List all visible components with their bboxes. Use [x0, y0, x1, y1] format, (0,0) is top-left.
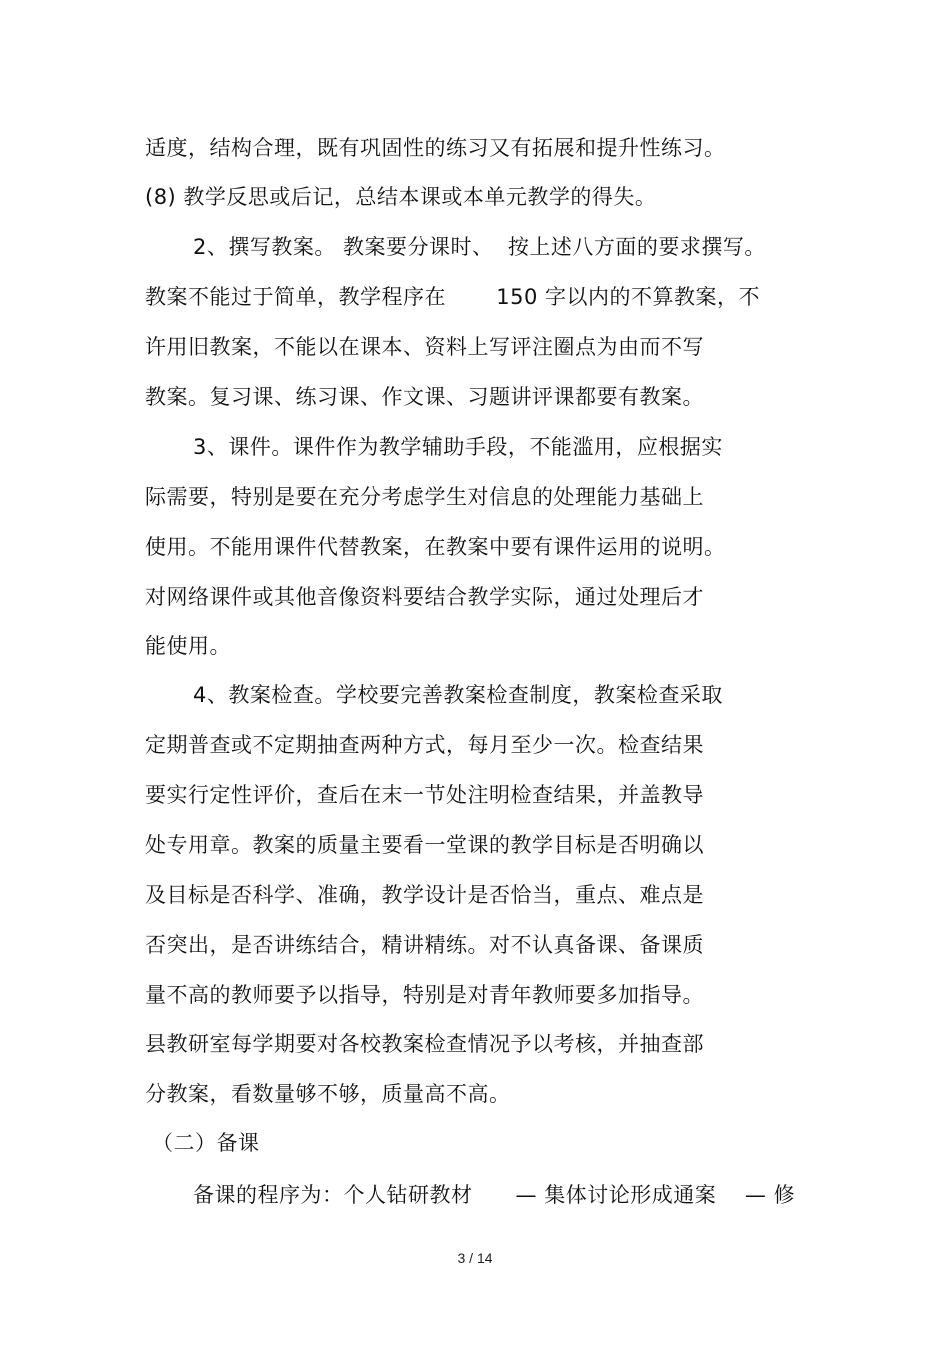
- text-line-12: 4、教案检查。学校要完善教案检查制度，教案检查采取: [193, 683, 723, 707]
- text-line-13: 定期普查或不定期抽查两种方式，每月至少一次。检查结果: [145, 733, 704, 757]
- text-line-5: 许用旧教案，不能以在课本、资料上写评注圈点为由而不写: [145, 335, 704, 359]
- text-line-3: 2、撰写教案。 教案要分课时、 按上述八方面的要求撰写。: [193, 235, 766, 259]
- text-line-9: 使用。不能用课件代替教案，在教案中要有课件运用的说明。: [145, 535, 726, 559]
- text-line-11: 能使用。: [145, 634, 231, 658]
- page-number: 3 / 14: [457, 1250, 493, 1266]
- text-line-17: 否突出，是否讲练结合，精讲精练。对不认真备课、备课质: [145, 933, 704, 957]
- text-line-14: 要实行定性评价，查后在末一节处注明检查结果，并盖教导: [145, 783, 704, 807]
- text-line-16: 及目标是否科学、准确，教学设计是否恰当，重点、难点是: [145, 883, 704, 907]
- text-line-22: 备课的程序为：个人钻研教材 — 集体讨论形成通案 — 修: [193, 1183, 796, 1207]
- text-line-2: (8) 教学反思或后记，总结本课或本单元教学的得失。: [145, 185, 657, 209]
- text-line-20: 分教案，看数量够不够，质量高不高。: [145, 1082, 511, 1106]
- text-line-8: 际需要，特别是要在充分考虑学生对信息的处理能力基础上: [145, 485, 704, 509]
- text-line-7: 3、课件。课件作为教学辅助手段，不能滥用，应根据实: [193, 435, 723, 459]
- text-line-15: 处专用章。教案的质量主要看一堂课的教学目标是否明确以: [145, 833, 704, 857]
- text-line-4: 教案不能过于简单，教学程序在 150 字以内的不算教案，不: [145, 285, 760, 309]
- text-line-19: 县教研室每学期要对各校教案检查情况予以考核，并抽查部: [145, 1032, 704, 1056]
- section-heading: （二）备课: [152, 1131, 260, 1155]
- text-line-6: 教案。复习课、练习课、作文课、习题讲评课都要有教案。: [145, 385, 704, 409]
- text-line-1: 适度，结构合理，既有巩固性的练习又有拓展和提升性练习。: [145, 136, 726, 160]
- text-line-10: 对网络课件或其他音像资料要结合教学实际，通过处理后才: [145, 585, 704, 609]
- text-line-18: 量不高的教师要予以指导，特别是对青年教师要多加指导。: [145, 983, 704, 1007]
